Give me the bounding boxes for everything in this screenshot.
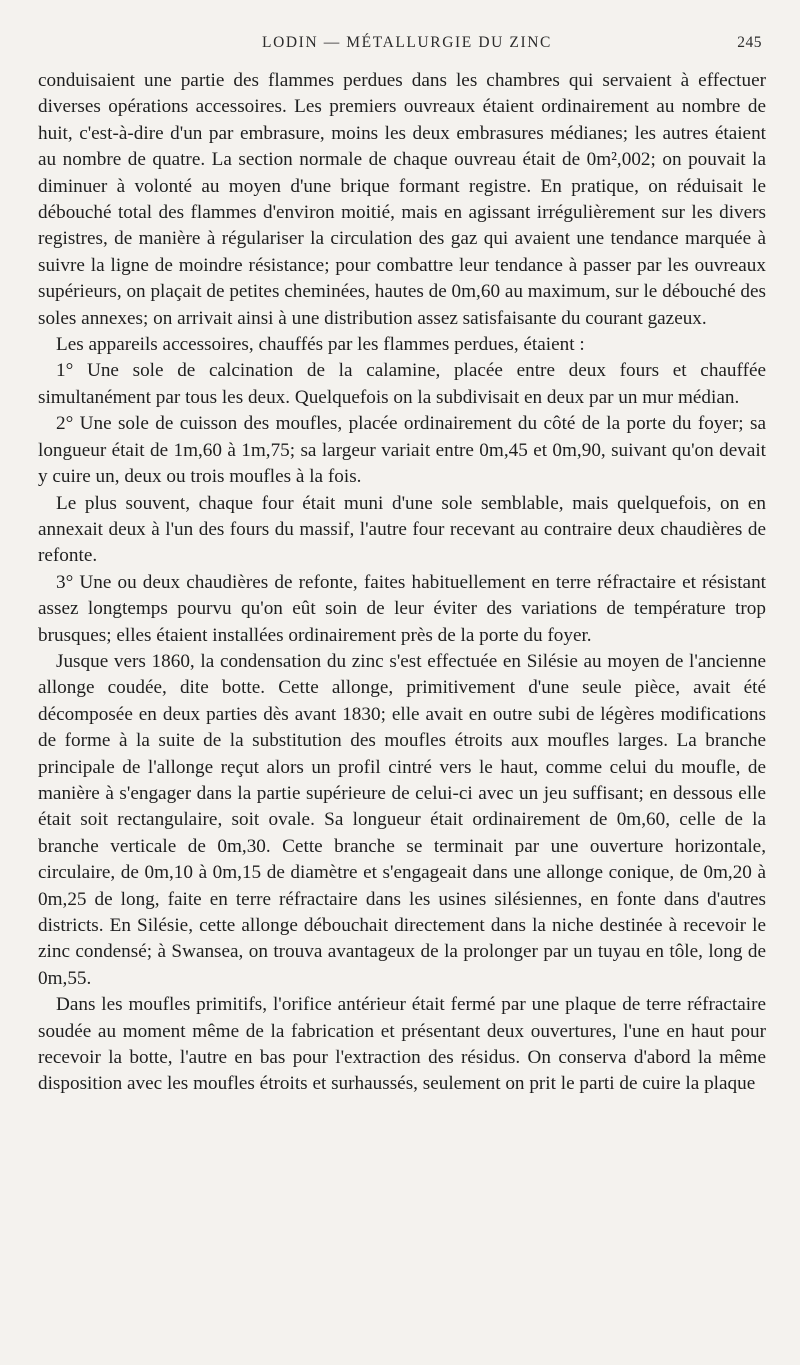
paragraph: 2° Une sole de cuisson des moufles, placée ordinairement du côté de la porte du foyer; sa longueur était de 1m,60 à 1m,75; sa largeur variait entre 0m,45 et 0m,90, suivant qu'on devait y cuire un, deux ou trois moufles à la fois. (38, 413, 766, 488)
body-text (38, 68, 766, 1098)
paragraph: Dans les moufles primitifs, l'orifice antérieur était fermé par une plaque de terre réfractaire soudée au moment même de la fabrication et présentant deux ouvertures, l'une en haut pour recevoir la botte, l'autre en bas pour l'extraction des résidus. On conserva d'abord la même disposition avec les moufles étroits et surhaussés, seulement on prit le parti de cuire la plaque (38, 994, 766, 1095)
paragraph: Le plus souvent, chaque four était muni d'une sole semblable, mais quelquefois, on en annexait deux à l'un des fours du massif, l'autre four recevant au contraire deux chaudières de refonte. (38, 492, 766, 567)
running-header (38, 34, 766, 60)
paragraph: conduisaient une partie des flammes perdues dans les chambres qui servaient à effectuer diverses opérations accessoires. Les premiers ouvreaux étaient ordinairement au nombre de huit, c'est-à-dire d'un par embrasure, moins les deux embrasures médianes; les autres étaient au nombre de quatre. La section normale de chaque ouvreau était de 0m²,002; on pouvait la diminuer à volonté au moyen d'une brique formant registre. En pratique, on réduisait le débouché total des flammes d'environ moitié, mais en agissant irrégulièrement sur les divers registres, de manière à régulariser la circulation des gaz qui avaient une tendance marquée à suivre la ligne de moindre résistance; pour combattre leur tendance à passer par les ouvreaux supérieurs, on plaçait de petites cheminées, hautes de 0m,60 au maximum, sur le débouché des soles annexes; on arrivait ainsi à une distribution assez satisfaisante du courant gazeux. (38, 70, 766, 329)
paragraph: Les appareils accessoires, chauffés par les flammes perdues, étaient : (56, 334, 585, 356)
paragraph: 1° Une sole de calcination de la calamine, placée entre deux fours et chauffée simultanément par tous les deux. Quelquefois on la subdivisait en deux par un mur médian. (38, 360, 766, 408)
page-number: 245 (737, 34, 762, 51)
paragraph: Jusque vers 1860, la condensation du zinc s'est effectuée en Silésie au moyen de l'ancienne allonge coudée, dite botte. Cette allonge, primitivement d'une seule pièce, avait été décomposée en deux parties dès avant 1830; elle avait en outre subi de légères modifications de forme à la suite de la substitution des moufles étroits aux moufles larges. La branche principale de l'allonge reçut alors un profil cintré vers le haut, comme celui du moufle, de manière à s'engager dans la partie supérieure de celui-ci avec un jeu suffisant; en dessous elle était soit rectangulaire, soit ovale. Sa longueur était ordinairement de 0m,60, celle de la branche verticale de 0m,30. Cette branche se terminait par une ouverture horizontale, circulaire, de 0m,10 à 0m,15 de diamètre et s'engageait dans une allonge conique, de 0m,20 à 0m,25 de long, faite en terre réfractaire dans les usines silésiennes, en fonte dans d'autres districts. En Silésie, cette allonge débouchait directement dans la niche destinée à recevoir le zinc condensé; à Swansea, on trouva avantageux de la prolonger par un tuyau en tôle, long de 0m,55. (38, 650, 766, 989)
paragraph: 3° Une ou deux chaudières de refonte, faites habituellement en terre réfractaire et résistant assez longtemps pourvu qu'on eût soin de leur éviter des variations de température trop brusques; elles étaient installées ordinairement près de la porte du foyer. (38, 571, 766, 646)
running-title: LODIN — MÉTALLURGIE DU ZINC (262, 34, 552, 51)
